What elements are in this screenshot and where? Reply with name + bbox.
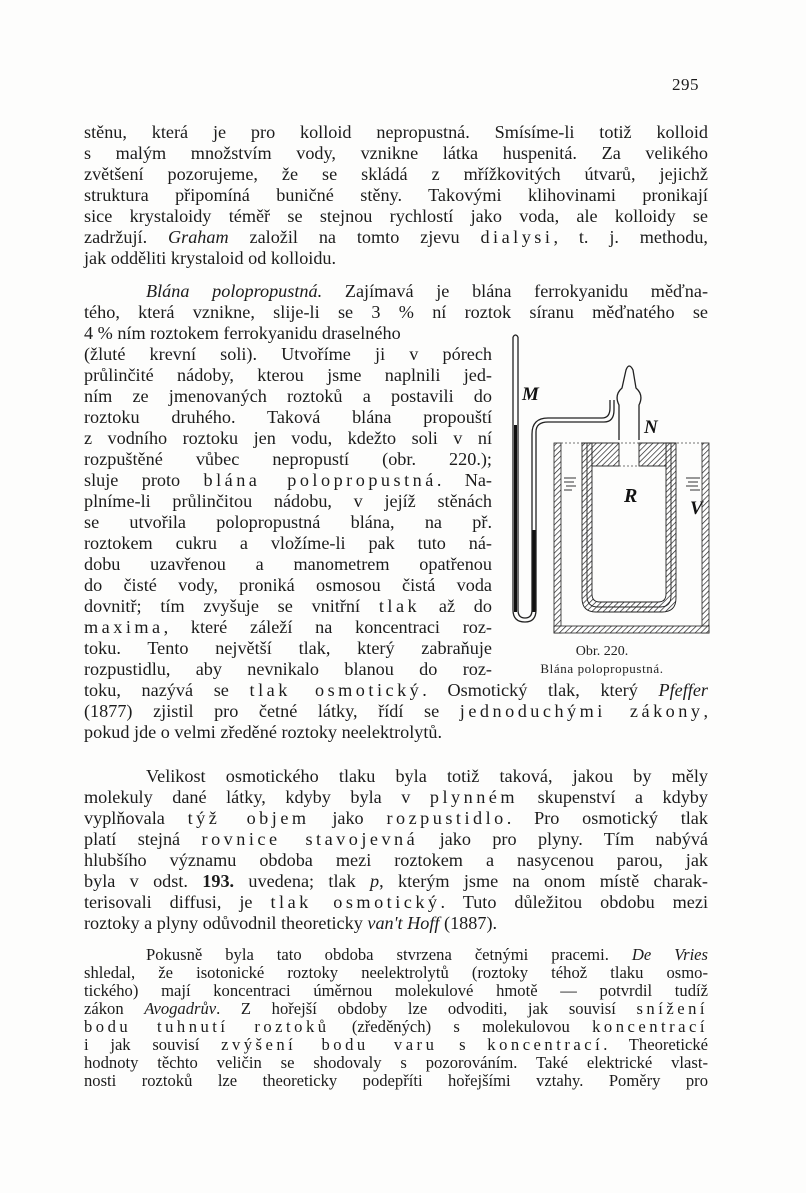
- apparatus-diagram: [494, 330, 724, 675]
- text-run: zadržují.: [84, 227, 168, 247]
- text-run: vyplňovala: [84, 808, 188, 828]
- spaced-term: jednoduchými zákony: [459, 701, 704, 721]
- text-line: [84, 1036, 708, 1054]
- text-line: [146, 946, 708, 964]
- text-run: byla v odst.: [84, 871, 203, 891]
- spaced-term: rovnice stavojevná: [201, 829, 419, 849]
- text-line: sice krystaloidy téměř se stejnou rychlostí jako voda, ale kolloidy se: [84, 206, 708, 226]
- spaced-term: plynném: [429, 787, 519, 807]
- text-run: založil na tomto zjevu: [228, 227, 481, 247]
- label-m: M: [522, 384, 539, 405]
- text-line: shledal, že isotonické roztoky neelektrolytů (roztoky téhož tlaku osmo-: [84, 963, 708, 982]
- text-line: [84, 787, 708, 808]
- text-line: [84, 913, 708, 934]
- spaced-term: koncentrací: [487, 1035, 604, 1054]
- text-line: rozpuštěné vůbec nepropustí (obr. 220.);: [84, 449, 492, 469]
- text-line: [146, 281, 708, 302]
- text-run: sluje proto: [84, 470, 204, 490]
- text-run: jako: [309, 808, 387, 828]
- text-run: Zajímavá je blána ferrokyanidu měďna-: [322, 281, 708, 301]
- text-line: rozpustidlu, aby nevnikalo blanou do roz-: [84, 659, 492, 679]
- text-line: zvětšení pozorujeme, že se skládá z mřížkovitých útvarů, jejichž: [84, 164, 708, 184]
- text-line: [84, 1018, 708, 1036]
- spaced-term: tlak osmotický: [249, 680, 423, 700]
- text-line: tého, která vznikne, slije-li se 3 % ní roztok síranu měďnatého se: [84, 302, 708, 322]
- spaced-term: maxima: [84, 617, 164, 637]
- figure-caption-number: Obr. 220.: [575, 644, 629, 659]
- label-v: V: [690, 498, 703, 519]
- text-run: . Tuto důležitou obdobu mezi: [440, 892, 708, 912]
- text-line: se utvořila polopropustná blána, na př.: [84, 512, 492, 532]
- text-line: hlubšího významu obdoba mezi roztokem a nasycenou parou, jak: [84, 850, 708, 870]
- text-line: toku. Tento největší tlak, který zabraňuje: [84, 638, 492, 658]
- label-n: N: [644, 417, 658, 438]
- text-run: skupenství a kdyby: [518, 787, 708, 807]
- text-line: [84, 892, 708, 913]
- text-run: , kterým jsme na onom místě charak-: [379, 871, 708, 891]
- text-line: do čisté vody, proniká osmosou čistá voda: [84, 575, 492, 595]
- text-line: plníme-li průlinčitou nádobu, v jejíž stěnách: [84, 491, 492, 511]
- text-run: roztoky a plyny odůvodnil theoreticky: [84, 913, 368, 933]
- author-name: Graham: [167, 227, 229, 247]
- text-line: [84, 617, 492, 638]
- author-name: van't Hoff: [367, 913, 440, 933]
- text-line: stěnu, která je pro kolloid nepropustná. Smísíme-li totiž kolloid: [84, 122, 708, 142]
- label-r: R: [624, 485, 638, 507]
- text-line: Velikost osmotického tlaku byla totiž taková, jakou by měly: [146, 766, 708, 786]
- manometer-tube: [513, 335, 614, 622]
- text-line: [84, 701, 708, 722]
- text-run: molekuly dané látky, kdyby byla v: [84, 787, 430, 807]
- text-run: platí stejná: [84, 829, 202, 849]
- text-line: tického) mají koncentraci úměrnou molekulové hmotě — potvrdil tudíž: [84, 981, 708, 1000]
- text-run: až do: [420, 596, 492, 616]
- spaced-term: blána polopropustná: [203, 470, 437, 490]
- text-line: hodnoty těchto veličin se shodovaly s pozorováním. Také elektrické vlast-: [84, 1053, 708, 1072]
- text-run: s: [437, 1035, 488, 1054]
- text-run: terisovali diffusi, je: [84, 892, 271, 912]
- spaced-term: týž objem: [187, 808, 310, 828]
- law-name: Avogadrův: [144, 999, 217, 1018]
- text-line: s malým množstvím vody, vznikne látka huspenitá. Za velikého: [84, 143, 708, 163]
- spaced-term: zvýšení bodu varu: [221, 1035, 438, 1054]
- text-line: [84, 680, 708, 701]
- text-run: Pokusně byla tato obdoba stvrzena četnými pracemi.: [146, 945, 632, 964]
- text-line: [84, 829, 708, 850]
- porous-pot: [582, 443, 676, 612]
- text-run: jako pro plyny. Tím nabývá: [418, 829, 709, 849]
- section-heading: Blána polopropustná.: [146, 281, 323, 301]
- text-line: [84, 871, 708, 892]
- spaced-term: dialysi: [480, 227, 554, 247]
- spaced-term: snížení: [636, 999, 708, 1018]
- text-line: struktura připomíná buničné stěny. Takovými klihovinami pronikají: [84, 185, 708, 205]
- text-line: [84, 470, 492, 491]
- text-run: dovnitř; tím zvyšuje se vnitřní: [84, 596, 379, 616]
- math-symbol: p: [370, 871, 380, 891]
- author-name: De Vries: [631, 945, 709, 964]
- text-run: i jak souvisí: [84, 1035, 222, 1054]
- text-run: uvedena; tlak: [234, 871, 370, 891]
- text-run: . Z hořejší obdoby lze odvoditi, jak souvisí: [216, 999, 637, 1018]
- text-line: [84, 227, 708, 248]
- text-line: roztokem cukru a vložíme-li pak tuto ná-: [84, 533, 492, 553]
- spaced-term: koncentrací: [592, 1017, 708, 1036]
- text-line: 4 % ním roztokem ferrokyanidu draselného: [84, 323, 401, 343]
- text-run: . Na-: [436, 470, 492, 490]
- text-line: [84, 1000, 708, 1018]
- spaced-term: rozpustidlo: [386, 808, 507, 828]
- text-run: , t. j. methodu,: [553, 227, 708, 247]
- text-line: průlinčité nádoby, kterou jsme naplnili jed-: [84, 365, 492, 385]
- text-run: , které záleží na koncentraci roz-: [163, 617, 492, 637]
- text-run: . Pro osmotický tlak: [506, 808, 708, 828]
- stopper-tube: [617, 366, 641, 440]
- text-line: [84, 808, 708, 829]
- author-name: Pfeffer: [658, 680, 708, 700]
- text-line: (žluté krevní soli). Utvoříme ji v pórech: [84, 344, 492, 364]
- text-line: nosti roztoků lze theoreticky podepříti hořejšími vztahy. Poměry pro: [84, 1071, 708, 1090]
- spaced-term: bodu tuhnutí roztoků: [84, 1017, 330, 1036]
- text-line: z vodního roztoku jen vodu, kdežto soli v ní: [84, 428, 492, 448]
- text-run: . Osmotický tlak, který: [422, 680, 659, 700]
- text-run: zákon: [84, 999, 145, 1018]
- text-run: ,: [703, 701, 708, 721]
- text-line: [84, 596, 492, 617]
- text-run: . Theoretické: [603, 1035, 709, 1054]
- text-run: (1877) zjistil pro četné látky, řídí se: [84, 701, 460, 721]
- text-line: ním ze jmenovaných roztoků a postavili do: [84, 386, 492, 406]
- figure-semipermeable-membrane: [494, 330, 724, 675]
- text-line: jak odděliti krystaloid od kolloidu.: [84, 248, 337, 268]
- spaced-term: tlak osmotický: [270, 892, 441, 912]
- section-reference: 193.: [202, 871, 235, 891]
- text-run: (zředěných) s molekulovou: [329, 1017, 593, 1036]
- page-number: 295: [672, 75, 699, 94]
- text-line: pokud jde o velmi zředěné roztoky neelektrolytů.: [84, 722, 443, 742]
- text-run: toku, nazývá se: [84, 680, 250, 700]
- spaced-term: tlak: [378, 596, 421, 616]
- text-line: dobu uzavřenou a manometrem opatřenou: [84, 554, 492, 574]
- text-run: (1887).: [439, 913, 498, 933]
- figure-caption-title: Blána polopropustná.: [540, 661, 664, 676]
- text-line: roztoku druhého. Taková blána propouští: [84, 407, 492, 427]
